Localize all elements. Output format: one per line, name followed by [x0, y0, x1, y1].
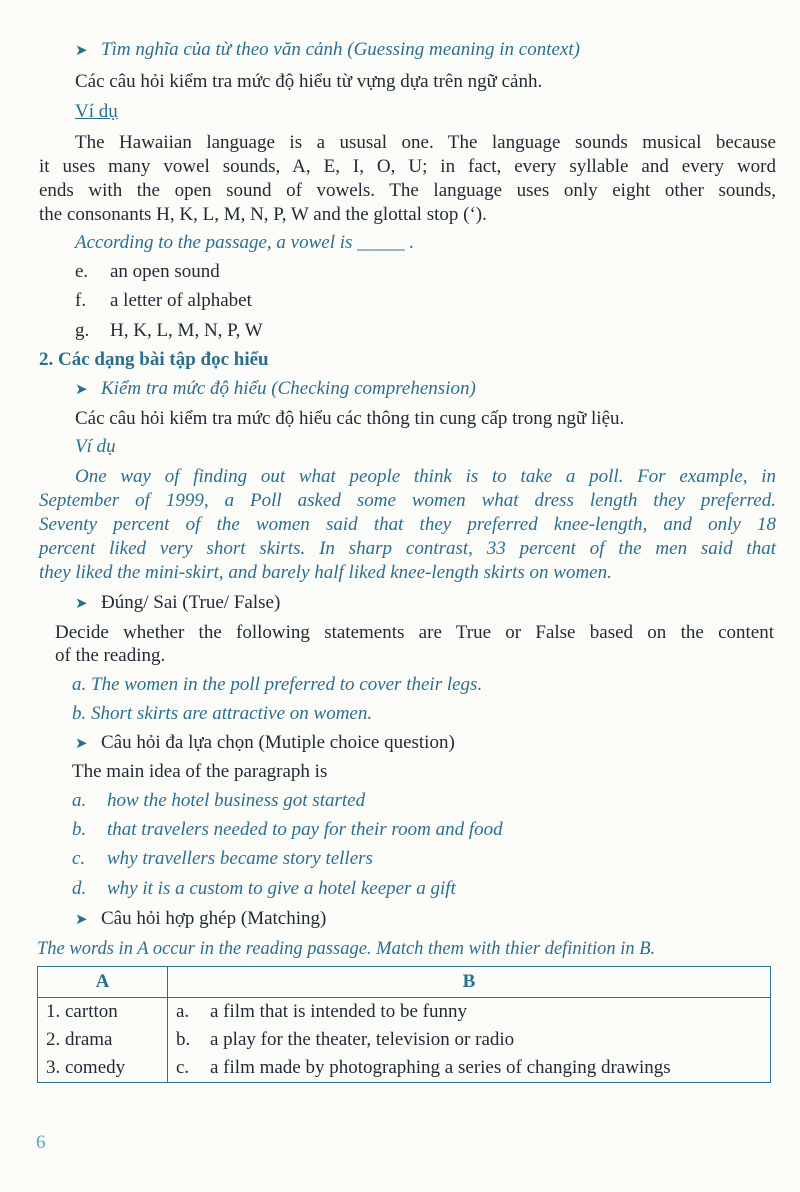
word-cell: 1. cartton: [38, 998, 168, 1027]
definition-cell: c. a film made by photographing a series of changing drawings: [168, 1054, 771, 1083]
checking-heading: ➤ Kiểm tra mức độ hiểu (Checking comprehension): [75, 377, 476, 402]
true-false-heading: ➤ Đúng/ Sai (True/ False): [75, 591, 280, 616]
matching-table: [37, 966, 771, 1083]
passage-line: the consonants H, K, L, M, N, P, W and the glottal stop (‘).: [39, 204, 487, 225]
column-a-header: A: [38, 967, 168, 998]
instruction-line: of the reading.: [55, 645, 166, 666]
poll-passage-line: percent liked very short skirts. In sharp contrast, 33 percent of the men said that: [39, 538, 776, 559]
passage-line: ends with the open sound of vowels. The language uses only eight other sounds,: [39, 180, 776, 201]
column-b-header: B: [168, 967, 771, 998]
arrow-bullet-icon: ➤: [75, 912, 88, 928]
poll-passage-line: they liked the mini-skirt, and barely half liked knee-length skirts on women.: [39, 562, 612, 583]
question-text: According to the passage, a vowel is _____ .: [75, 232, 415, 253]
table-row: [38, 998, 771, 1027]
passage-line: it uses many vowel sounds, A, E, I, O, U; in fact, every syllable and every word: [39, 156, 776, 177]
mc-option: b. that travelers needed to pay for their room and food: [72, 819, 503, 840]
poll-passage-line: Seventy percent of the women said that they preferred knee-length, and only 18: [39, 514, 776, 535]
statement-item: a. The women in the poll preferred to cover their legs.: [72, 674, 483, 695]
option-item: f. a letter of alphabet: [75, 290, 252, 311]
statement-item: b. Short skirts are attractive on women.: [72, 703, 373, 724]
guessing-heading: ➤ Tìm nghĩa của từ theo văn cảnh (Guessing meaning in context): [75, 38, 580, 63]
matching-heading: ➤ Câu hỏi hợp ghép (Matching): [75, 907, 326, 932]
guessing-description: Các câu hỏi kiểm tra mức độ hiểu từ vựng dựa trên ngữ cảnh.: [75, 71, 543, 92]
page-number: 6: [36, 1132, 46, 1153]
checking-description: Các câu hỏi kiểm tra mức độ hiểu các thông tin cung cấp trong ngữ liệu.: [75, 408, 625, 429]
option-item: g. H, K, L, M, N, P, W: [75, 320, 263, 341]
option-item: e. an open sound: [75, 261, 220, 282]
table-header-row: [38, 967, 771, 998]
mc-option: c. why travellers became story tellers: [72, 848, 373, 869]
arrow-bullet-icon: ➤: [75, 736, 88, 752]
table-row: [38, 1026, 771, 1054]
section-title: 2. Các dạng bài tập đọc hiểu: [39, 349, 269, 370]
example-label: Ví dụ: [75, 101, 118, 122]
arrow-bullet-icon: ➤: [75, 596, 88, 612]
word-cell: 2. drama: [38, 1026, 168, 1054]
instruction-line: Decide whether the following statements are True or False based on the content: [55, 622, 774, 643]
matching-instruction: The words in A occur in the reading passage. Match them with thier definition in B.: [37, 939, 656, 959]
definition-cell: a. a film that is intended to be funny: [168, 998, 771, 1027]
multiple-choice-heading: ➤ Câu hỏi đa lựa chọn (Mutiple choice question): [75, 731, 455, 756]
table-row: [38, 1054, 771, 1083]
passage-line: The Hawaiian language is a ususal one. The language sounds musical because: [75, 132, 776, 153]
word-cell: 3. comedy: [38, 1054, 168, 1083]
example-label: Ví dụ: [75, 436, 116, 457]
arrow-bullet-icon: ➤: [75, 43, 88, 59]
poll-passage-line: September of 1999, a Poll asked some women what dress length they preferred.: [39, 490, 776, 511]
definition-cell: b. a play for the theater, television or radio: [168, 1026, 771, 1054]
mc-option: a. how the hotel business got started: [72, 790, 366, 811]
poll-passage-line: One way of finding out what people think is to take a poll. For example, in: [75, 466, 776, 487]
mc-question: The main idea of the paragraph is: [72, 761, 328, 782]
arrow-bullet-icon: ➤: [75, 382, 88, 398]
mc-option: d. why it is a custom to give a hotel keeper a gift: [72, 878, 456, 899]
